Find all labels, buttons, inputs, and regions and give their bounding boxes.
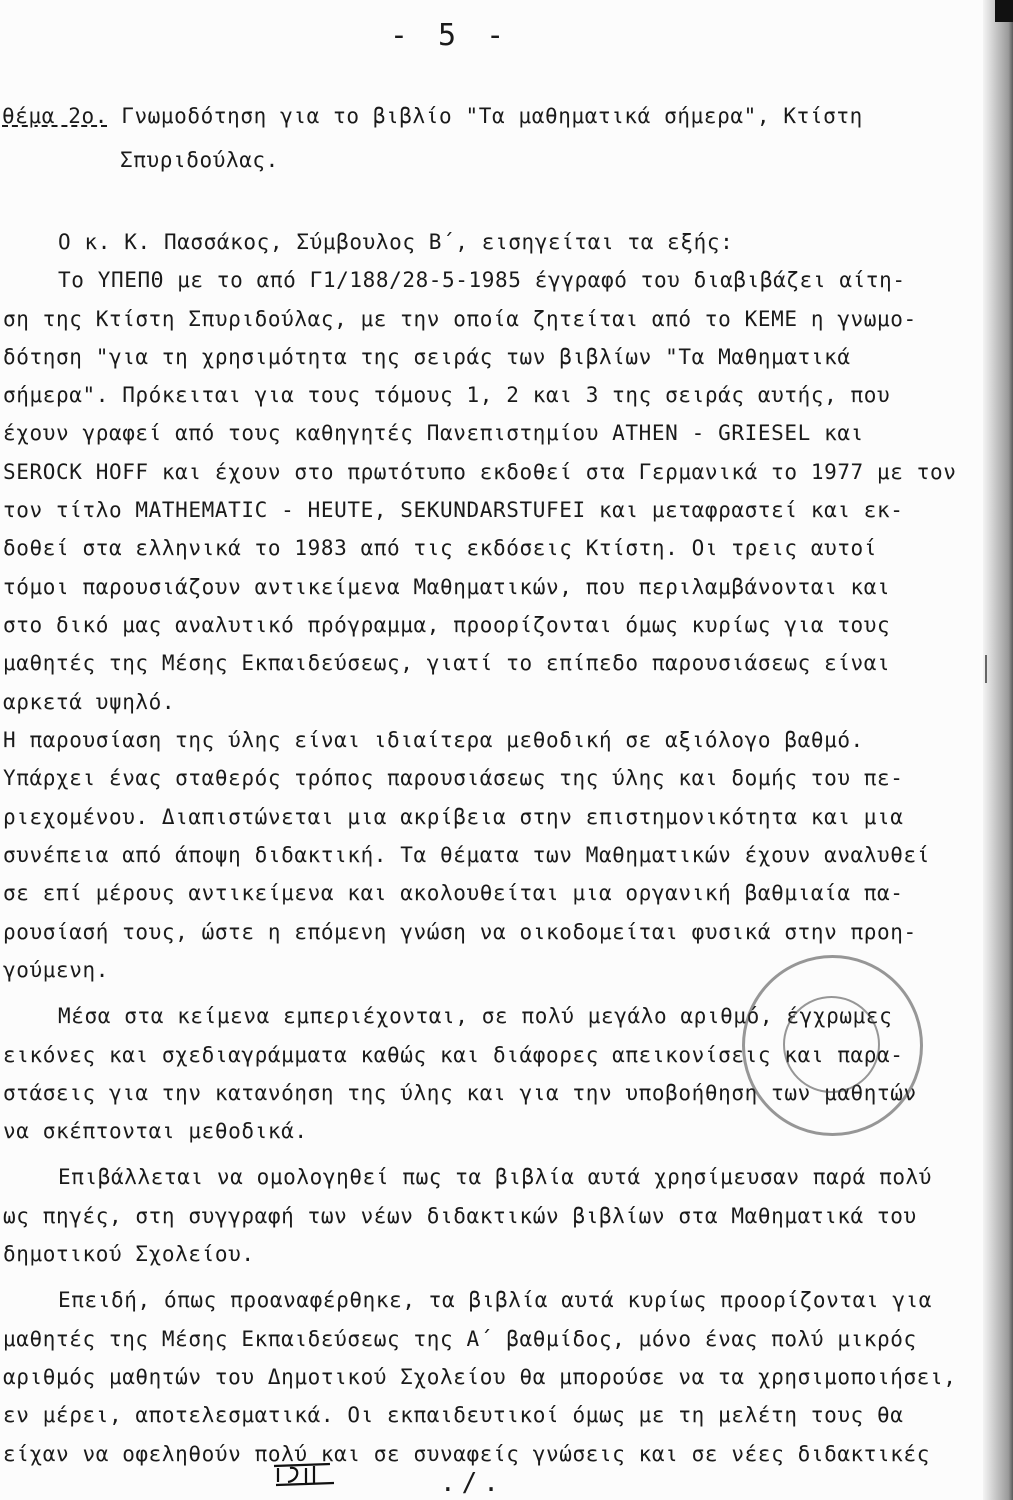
heading-line-2: Σπυριδούλας. [120,148,279,172]
official-stamp [742,955,923,1136]
page-number: - 5 - [389,18,511,53]
paragraph-line: Το ΥΠΕΠΘ με το από Γ1/188/28-5-1985 έγγραφό του διαβιβάζει αίτη- [58,268,906,292]
paragraph-line: εν μέρει, αποτελεσματικά. Οι εκπαιδευτικοί όμως με τη μελέτη τους θα [3,1403,904,1427]
paragraph-line: ως πηγές, στη συγγραφή των νέων διδακτικών βιβλίων στα Μαθηματικά του [3,1204,917,1228]
heading-text: Γνωμοδότηση για το βιβλίο "Τα μαθηματικά σήμερα", Κτίστη [107,104,863,128]
initials-signature [270,1458,340,1488]
page-edge-shadow [983,0,1013,1500]
paragraph-line: ριεχομένου. Διαπιστώνεται μια ακρίβεια στην επιστημονικότητα και μια [3,805,904,829]
paragraph-line: ση της Κτίστη Σπυριδούλας, με την οποία ζητείται από το ΚΕΜΕ η γνωμο- [3,307,917,331]
paragraph-line: είχαν να οφεληθούν πολύ και σε συναφείς γνώσεις και σε νέες διδακτικές [3,1442,931,1466]
paragraph-line: Ο κ. Κ. Πασσάκος, Σύμβουλος Β΄, εισηγείται τα εξής: [58,230,734,254]
paragraph-line: εικόνες και σχεδιαγράμματα καθώς και διάφορες απεικονίσεις και παρα- [3,1043,904,1067]
paragraph-line: τόμοι παρουσιάζουν αντικείμενα Μαθηματικών, που περιλαμβάνονται και [3,575,891,599]
paragraph-line: Επιβάλλεται να ομολογηθεί πως τα βιβλία αυτά χρησίμευσαν παρά πολύ [58,1165,933,1189]
paragraph-line: να σκέπτονται μεθοδικά. [3,1119,308,1143]
paragraph-line: ρουσίασή τους, ώστε η επόμενη γνώση να οικοδομείται φυσικά στην προη- [3,920,917,944]
paragraph-line: δοθεί στα ελληνικά το 1983 από τις εκδόσεις Κτίστη. Οι τρεις αυτοί [3,536,878,560]
margin-mark [985,655,987,683]
paragraph-line: δότηση "για τη χρησιμότητα της σειράς των βιβλίων "Τα Μαθηματικά [3,345,851,369]
paragraph-line: έχουν γραφεί από τους καθηγητές Πανεπιστημίου ATHEN - GRIESEL και [3,421,864,445]
heading-label: θέμα 2ο. [2,104,108,128]
paragraph-line: δημοτικού Σχολείου. [3,1242,255,1266]
paragraph-line: στο δικό μας αναλυτικό πρόγραμμα, προορίζονται όμως κυρίως για τους [3,613,891,637]
paragraph-line: Η παρουσίαση της ύλης είναι ιδιαίτερα μεθοδική σε αξιόλογο βαθμό. [3,728,864,752]
paragraph-line: Επειδή, όπως προαναφέρθηκε, τα βιβλία αυτά κυρίως προορίζονται για [58,1288,933,1312]
paragraph-line: γούμενη. [3,958,109,982]
paragraph-line: σήμερα". Πρόκειται για τους τόμους 1, 2 και 3 της σειράς αυτής, που [3,383,891,407]
continuation-mark: ./. [440,1468,505,1498]
paragraph-line: αριθμός μαθητών του Δημοτικού Σχολείου θα μπορούσε να τα χρησιμοποιήσει, [3,1365,957,1389]
paragraph-line: στάσεις για την κατανόηση της ύλης και για την υποβοήθηση των μαθητών [3,1081,917,1105]
paragraph-line: σε επί μέρους αντικείμενα και ακολουθείται μια οργανική βαθμιαία πα- [3,881,904,905]
paragraph-line: μαθητές της Μέσης Εκπαιδεύσεως, γιατί το επίπεδο παρουσιάσεως είναι [3,651,891,675]
paragraph-line: Υπάρχει ένας σταθερός τρόπος παρουσιάσεως της ύλης και δομής του πε- [3,766,904,790]
paragraph-line: μαθητές της Μέσης Εκπαιδεύσεως της Α΄ βαθμίδος, μόνο ένας πολύ μικρός [3,1327,917,1351]
paragraph-line: Μέσα στα κείμενα εμπεριέχονται, σε πολύ μεγάλο αριθμό, έγχρωμες [58,1004,893,1028]
paragraph-line: συνέπεια από άποψη διδακτική. Τα θέματα των Μαθηματικών έχουν αναλυθεί [3,843,931,867]
corner-mark [995,0,1013,22]
paragraph-line: τον τίτλο MATHEMATIC - HEUTE, SEKUNDARSTUFEI και μεταφραστεί και εκ- [3,498,904,522]
heading-line-1 [2,104,863,128]
paragraph-line: αρκετά υψηλό. [3,690,176,714]
paragraph-line: SEROCK HOFF και έχουν στο πρωτότυπο εκδοθεί στα Γερμανικά το 1977 με τον [3,460,957,484]
